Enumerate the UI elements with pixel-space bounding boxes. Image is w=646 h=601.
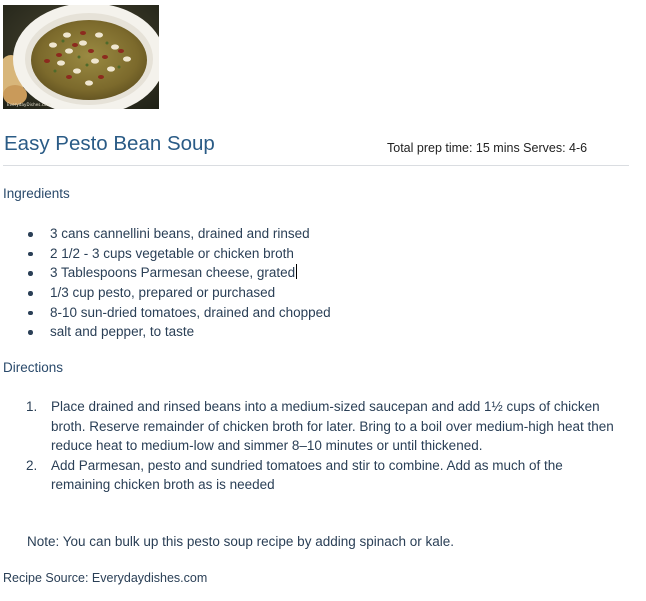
list-item: [0, 263, 331, 283]
list-item: [0, 322, 331, 342]
ingredients-heading: Ingredients: [3, 186, 70, 201]
recipe-source: Recipe Source: Everydaydishes.com: [3, 571, 208, 585]
bullet-icon: [28, 330, 33, 335]
bullet-icon: [28, 252, 33, 257]
ingredient-text: 3 cans cannellini beans, drained and rinsed: [50, 226, 310, 241]
bullet-icon: [28, 271, 33, 276]
recipe-meta: Total prep time: 15 mins Serves: 4-6: [387, 141, 588, 155]
recipe-note: Note: You can bulk up this pesto soup recipe by adding spinach or kale.: [27, 534, 455, 549]
soup-photo: [3, 5, 159, 109]
bullet-icon: [28, 311, 33, 316]
list-item: [0, 456, 640, 495]
step-number: 1.: [26, 399, 38, 414]
bullet-icon: [28, 232, 33, 237]
ingredient-text: 1/3 cup pesto, prepared or purchased: [50, 285, 276, 301]
title-divider: [3, 165, 629, 166]
list-item: [0, 244, 331, 264]
ingredient-text: 3 Tablespoons Parmesan cheese, grated: [50, 265, 296, 281]
ingredients-list: [0, 224, 331, 342]
ingredient-text: 2 1/2 - 3 cups vegetable or chicken broth: [50, 245, 294, 261]
directions-list: [0, 397, 640, 495]
step-number: 2.: [26, 457, 38, 473]
list-item: [0, 224, 331, 244]
list-item: [0, 283, 331, 303]
directions-heading: Directions: [3, 360, 64, 375]
ingredient-text: salt and pepper, to taste: [50, 324, 195, 340]
bullet-icon: [28, 291, 33, 296]
text-cursor: [296, 264, 297, 279]
list-item: [0, 397, 640, 456]
step-text: Add Parmesan, pesto and sundried tomatoes and stir to combine. Add as much of the remaining chicken broth as is needed: [51, 457, 563, 492]
soup-bowl-image: [3, 5, 159, 109]
ingredient-text: 8-10 sun-dried tomatoes, drained and chopped: [50, 304, 331, 320]
recipe-title: Easy Pesto Bean Soup: [4, 132, 215, 155]
step-text: Place drained and rinsed beans into a medium-sized saucepan and add 1½ cups of chicken broth. Reserve remainder of chicken broth for later. Bring to a boil over medium-high heat then reduce heat to medium-low and simmer 8–10 minutes or until thickened.: [51, 399, 614, 453]
photo-watermark: EverydayDishes.com: [7, 102, 51, 107]
list-item: [0, 303, 331, 323]
